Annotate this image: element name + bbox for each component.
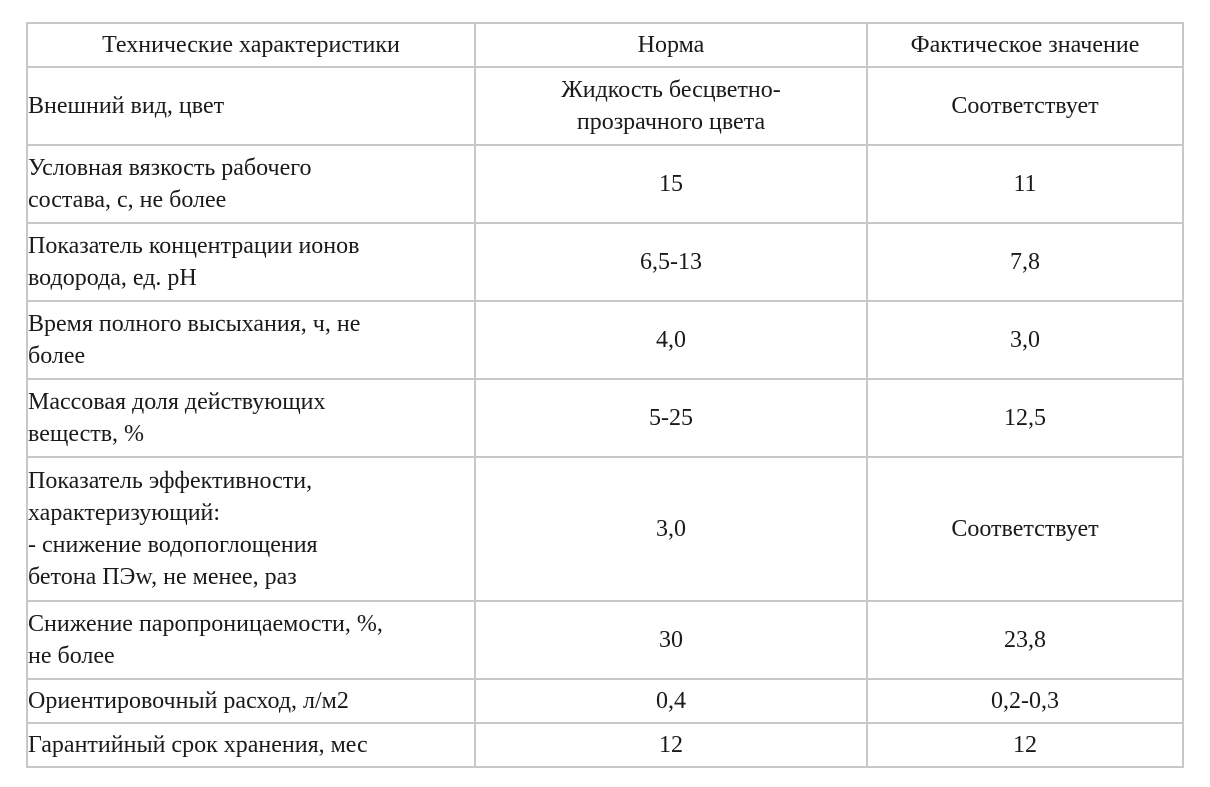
row-actual-value: 12,5	[868, 380, 1184, 458]
table-row	[28, 146, 1184, 224]
row-characteristic: Ориентировочный расход, л/м2	[28, 680, 476, 724]
row-actual-value: 3,0	[868, 302, 1184, 380]
header-characteristics: Технические характеристики	[28, 24, 476, 68]
characteristic-line: характеризующий:	[28, 500, 221, 526]
characteristic-line: бетона ПЭw, не менее, раз	[28, 564, 297, 590]
row-norm: 15	[476, 146, 868, 224]
norm-line: Жидкость бесцветно-	[561, 77, 781, 103]
row-characteristic	[28, 302, 476, 380]
row-characteristic	[28, 602, 476, 680]
characteristic-line: Внешний вид, цвет	[28, 93, 225, 119]
characteristic-line: - снижение водопоглощения	[28, 532, 318, 558]
row-characteristic	[28, 68, 476, 146]
table-row	[28, 302, 1184, 380]
spec-table-container	[26, 22, 1182, 768]
characteristic-line: не более	[28, 643, 115, 669]
row-norm: 12	[476, 724, 868, 768]
row-norm: 0,4	[476, 680, 868, 724]
row-characteristic	[28, 458, 476, 602]
row-actual-value: 7,8	[868, 224, 1184, 302]
row-characteristic	[28, 380, 476, 458]
row-characteristic	[28, 224, 476, 302]
header-actual-value: Фактическое значение	[868, 24, 1184, 68]
characteristic-line: веществ, %	[28, 421, 145, 447]
table-row	[28, 68, 1184, 146]
row-actual-value: 11	[868, 146, 1184, 224]
table-row	[28, 724, 1184, 768]
row-actual-value: Соответствует	[868, 458, 1184, 602]
row-norm: 4,0	[476, 302, 868, 380]
table-row	[28, 680, 1184, 724]
row-actual-value: 0,2-0,3	[868, 680, 1184, 724]
table-row	[28, 224, 1184, 302]
row-actual-value: 12	[868, 724, 1184, 768]
characteristic-line: более	[28, 343, 86, 369]
characteristic-line: состава, с, не более	[28, 187, 227, 213]
row-norm: 6,5-13	[476, 224, 868, 302]
row-actual-value: Соответствует	[868, 68, 1184, 146]
characteristic-line: Показатель эффективности,	[28, 468, 313, 494]
row-norm: 30	[476, 602, 868, 680]
row-norm: 5-25	[476, 380, 868, 458]
table-row	[28, 380, 1184, 458]
spec-table	[26, 22, 1184, 768]
table-row	[28, 602, 1184, 680]
row-characteristic	[28, 146, 476, 224]
table-row	[28, 458, 1184, 602]
header-norm: Норма	[476, 24, 868, 68]
row-norm	[476, 68, 868, 146]
row-actual-value: 23,8	[868, 602, 1184, 680]
norm-line: прозрачного цвета	[576, 109, 766, 135]
characteristic-line: Условная вязкость рабочего	[28, 155, 312, 181]
characteristic-line: Массовая доля действующих	[28, 389, 326, 415]
characteristic-line: Показатель концентрации ионов	[28, 233, 360, 259]
characteristic-line: Снижение паропроницаемости, %,	[28, 611, 383, 637]
row-characteristic: Гарантийный срок хранения, мес	[28, 724, 476, 768]
characteristic-line: Время полного высыхания, ч, не	[28, 311, 361, 337]
table-header-row	[28, 24, 1184, 68]
characteristic-line: водорода, ед. pH	[28, 265, 197, 291]
row-norm: 3,0	[476, 458, 868, 602]
